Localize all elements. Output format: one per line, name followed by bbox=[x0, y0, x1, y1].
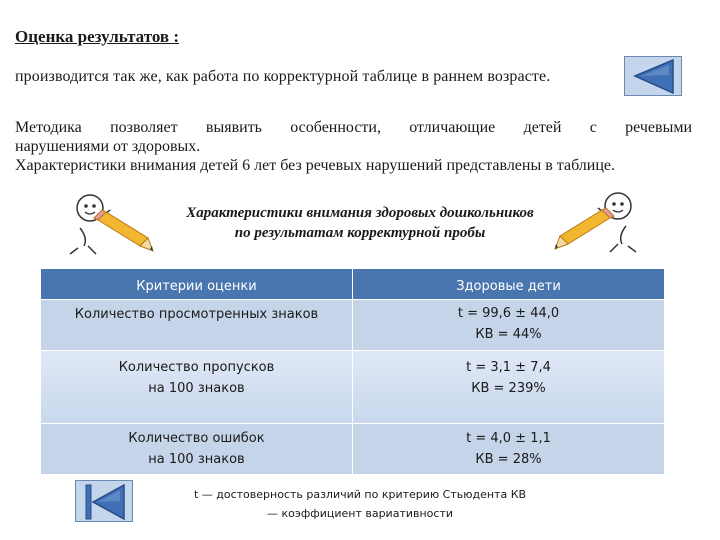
criterion-text: Количество ошибок bbox=[128, 431, 265, 446]
value-t: t = 3,1 ± 7,4 bbox=[466, 360, 551, 375]
paragraph-methodology-line1: Методика позволяет выявить особенности, отличающие детей с речевыми bbox=[15, 119, 692, 136]
table-cell-value bbox=[352, 424, 664, 474]
value-t: t = 4,0 ± 1,1 bbox=[466, 431, 551, 446]
paragraph-methodology-line2: нарушениями от здоровых. bbox=[15, 138, 201, 155]
table-cell-criterion bbox=[41, 351, 352, 423]
criterion-text: Количество просмотренных знаков bbox=[74, 307, 319, 322]
value-t: t = 99,6 ± 44,0 bbox=[457, 306, 560, 321]
value-kv: КВ = 239% bbox=[471, 381, 546, 396]
go-to-first-button[interactable] bbox=[75, 480, 133, 522]
footnote-line2: — коэффициент вариативности bbox=[266, 507, 454, 520]
paragraph-methodology bbox=[15, 118, 692, 156]
results-table bbox=[41, 269, 664, 474]
intro-text: производится так же, как работа по корректурной таблице в раннем возрасте. bbox=[15, 68, 551, 85]
table-header-row bbox=[41, 269, 664, 299]
table-row bbox=[41, 423, 664, 474]
table-cell-criterion bbox=[41, 300, 352, 350]
value-kv: КВ = 28% bbox=[475, 452, 542, 467]
slide-title: Оценка результатов : bbox=[15, 27, 179, 46]
back-button[interactable] bbox=[624, 56, 682, 96]
table-cell-value bbox=[352, 300, 664, 350]
table-cell-criterion bbox=[41, 424, 352, 474]
footnote bbox=[150, 485, 570, 523]
value-kv: КВ = 44% bbox=[475, 327, 542, 342]
table-row bbox=[41, 299, 664, 350]
table-header-criteria: Критерии оценки bbox=[136, 279, 257, 294]
criterion-text: на 100 знаков bbox=[148, 381, 245, 396]
table-caption-line2: по результатам корректурной пробы bbox=[234, 225, 486, 241]
table-cell-value bbox=[352, 351, 664, 423]
go-to-first-icon bbox=[76, 481, 134, 523]
back-triangle-icon bbox=[625, 57, 683, 97]
table-row bbox=[41, 350, 664, 423]
body-text bbox=[15, 118, 692, 175]
footnote-line1: t — достоверность различий по критерию Стьюдента КВ bbox=[193, 488, 527, 501]
table-caption-line1: Характеристики внимания здоровых дошкольников bbox=[186, 205, 534, 221]
table-header-healthy-children: Здоровые дети bbox=[352, 269, 664, 299]
table-caption bbox=[130, 203, 590, 243]
paragraph-table-intro: Характеристики внимания детей 6 лет без речевых нарушений представлены в таблице. bbox=[15, 157, 616, 174]
criterion-text: на 100 знаков bbox=[148, 452, 245, 467]
criterion-text: Количество пропусков bbox=[118, 360, 275, 375]
